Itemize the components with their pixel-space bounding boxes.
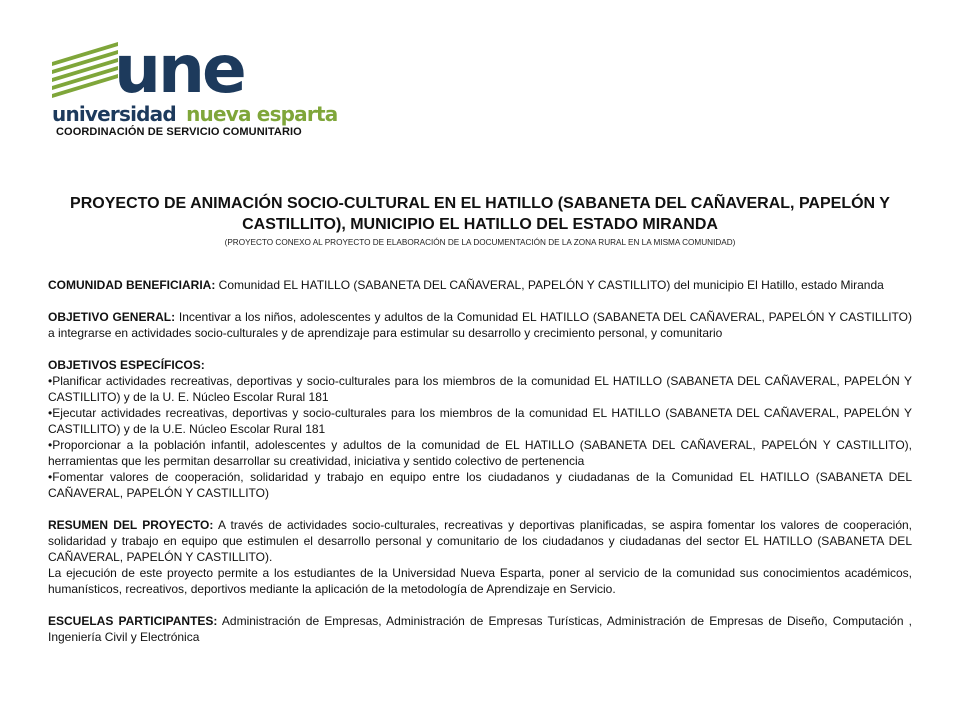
list-item: •Planificar actividades recreativas, deportivas y socio-culturales para los miembros de la comunidad EL HATILLO (SABANETA DEL CAÑAVERAL, PAPELÓN Y CASTILLITO) y de la U. E. Núcleo Escolar Rural 181 — [48, 374, 912, 404]
specific-objectives-label: OBJETIVOS ESPECÍFICOS: — [48, 358, 205, 372]
project-title: PROYECTO DE ANIMACIÓN SOCIO-CULTURAL EN EL HATILLO (SABANETA DEL CAÑAVERAL, PAPELÓN Y CASTILLITO), MUNICIPIO EL HATILLO DEL ESTADO MIRANDA — [70, 195, 890, 233]
project-body — [48, 277, 912, 661]
list-item: •Fomentar valores de cooperación, solidaridad y trabajo en equipo entre los ciudadanos y ciudadanas de la Comunidad EL HATILLO (SABANETA DEL CAÑAVERAL, PAPELÓN Y CASTILLITO) — [48, 470, 912, 500]
community-label: COMUNIDAD BENEFICIARIA: — [48, 278, 216, 292]
schools-label: ESCUELAS PARTICIPANTES: — [48, 614, 218, 628]
list-item: •Ejecutar actividades recreativas, deportivas y socio-culturales para los miembros de la comunidad EL HATILLO (SABANETA DEL CAÑAVERAL, PAPELÓN Y CASTILLITO) y de la U.E. Núcleo Escolar Rural 181 — [48, 406, 912, 436]
schools-text: Administración de Empresas, Administración de Empresas Turísticas, Administración de Empresas de Diseño, Computación , Ingeniería Civil y Electrónica — [48, 614, 912, 644]
project-header — [40, 193, 920, 249]
department-name: COORDINACIÓN DE SERVICIO COMUNITARIO — [56, 126, 302, 138]
logo-caption-universidad: universidad — [52, 102, 176, 126]
summary-label: RESUMEN DEL PROYECTO: — [48, 518, 214, 532]
summary-text: A través de actividades socio-culturales, recreativas y deportivas planificadas, se aspira fomentar los valores de cooperación, solidaridad y trabajo en equipo que estimulen el desarrollo personal y comunitario de los ciudadanos y ciudadanas del sector EL HATILLO (SABANETA DEL CAÑAVERAL, PAPELÓN Y CASTILLITO). — [48, 518, 913, 564]
summary-paragraph — [48, 517, 912, 565]
logo-stripes — [52, 42, 118, 98]
logo-caption-nueva-esparta: nueva esparta — [186, 102, 338, 126]
community-text: Comunidad EL HATILLO (SABANETA DEL CAÑAVERAL, PAPELÓN Y CASTILLITO) del municipio El Hatillo, estado Miranda — [215, 278, 884, 292]
une-logo — [52, 31, 338, 126]
general-objective-label: OBJETIVO GENERAL: — [48, 310, 176, 324]
general-objective-text: Incentivar a los niños, adolescentes y adultos de la Comunidad EL HATILLO (SABANETA DEL CAÑAVERAL, PAPELÓN Y CASTILLITO) a integrarse en actividades socio-culturales y de aprendizaje para estimular su desarrollo y crecimiento personal, y comunitario — [48, 310, 912, 340]
project-subtitle: (PROYECTO CONEXO AL PROYECTO DE ELABORACIÓN DE LA DOCUMENTACIÓN DE LA ZONA RURAL EN LA MISMA COMUNIDAD) — [224, 238, 736, 247]
community-section — [48, 277, 912, 293]
logo-mark: une — [114, 31, 244, 108]
list-item: •Proporcionar a la población infantil, adolescentes y adultos de la comunidad de EL HATILLO (SABANETA DEL CAÑAVERAL, PAPELÓN Y CASTILLITO), herramientas que les permitan desarrollar su creatividad, iniciativa y sentido colectivo de pertenencia — [48, 438, 912, 468]
logo-caption — [52, 102, 337, 126]
specific-objectives-section — [48, 357, 912, 501]
summary-section — [48, 517, 912, 597]
general-objective-section — [48, 309, 912, 341]
schools-section — [48, 613, 912, 645]
summary-paragraph-2: La ejecución de este proyecto permite a los estudiantes de la Universidad Nueva Esparta, poner al servicio de la comunidad sus conocimientos académicos, humanísticos, recreativos, deportivos mediante la aplicación de la metodología de Aprendizaje en Servicio. — [48, 566, 912, 596]
